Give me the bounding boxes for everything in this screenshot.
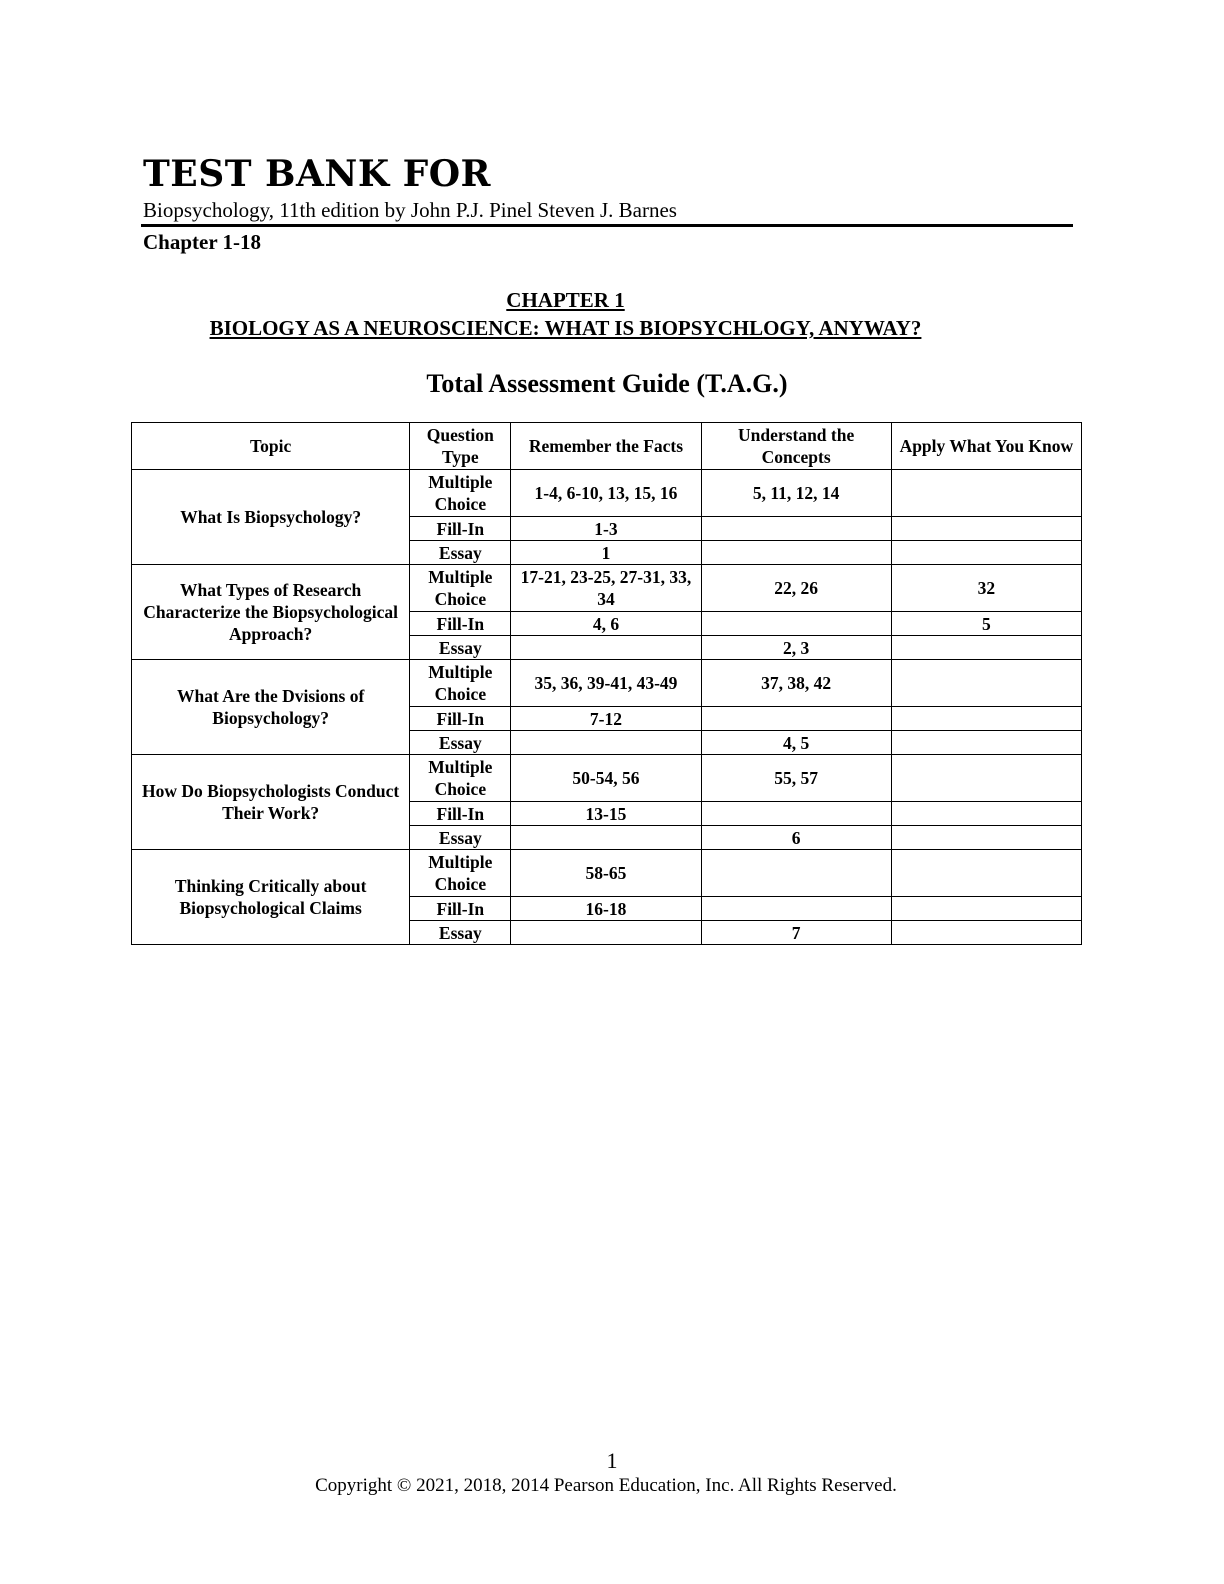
remember-cell: 7-12 — [511, 707, 701, 731]
remember-cell — [511, 921, 701, 945]
apply-cell — [891, 755, 1081, 802]
understand-cell: 6 — [701, 826, 891, 850]
question-type-cell: Essay — [410, 541, 511, 565]
apply-cell — [891, 897, 1081, 921]
apply-cell — [891, 660, 1081, 707]
understand-cell — [701, 541, 891, 565]
question-type-cell: Multiple Choice — [410, 850, 511, 897]
table-row — [132, 565, 1082, 612]
remember-cell: 1 — [511, 541, 701, 565]
remember-cell — [511, 731, 701, 755]
understand-cell — [701, 517, 891, 541]
understand-cell: 5, 11, 12, 14 — [701, 470, 891, 517]
topic-cell: What Is Biopsychology? — [132, 470, 410, 565]
table-row — [132, 755, 1082, 802]
question-type-cell: Multiple Choice — [410, 660, 511, 707]
table-row — [132, 660, 1082, 707]
remember-cell: 35, 36, 39-41, 43-49 — [511, 660, 701, 707]
remember-cell: 58-65 — [511, 850, 701, 897]
apply-cell — [891, 636, 1081, 660]
understand-cell — [701, 802, 891, 826]
understand-cell: 4, 5 — [701, 731, 891, 755]
book-subtitle: Biopsychology, 11th edition by John P.J. Pinel Steven J. Barnes — [143, 198, 677, 222]
understand-cell — [701, 612, 891, 636]
understand-cell: 22, 26 — [701, 565, 891, 612]
tag-title: Total Assessment Guide (T.A.G.) — [426, 369, 788, 398]
test-bank-title: TEST BANK FOR — [143, 153, 491, 195]
apply-cell — [891, 850, 1081, 897]
header-understand: Understand the Concepts — [701, 423, 891, 470]
question-type-cell: Multiple Choice — [410, 755, 511, 802]
understand-cell: 7 — [701, 921, 891, 945]
copyright-notice: Copyright © 2021, 2018, 2014 Pearson Education, Inc. All Rights Reserved. — [315, 1475, 897, 1496]
question-type-cell: Essay — [410, 636, 511, 660]
question-type-cell: Essay — [410, 731, 511, 755]
remember-cell: 13-15 — [511, 802, 701, 826]
remember-cell: 16-18 — [511, 897, 701, 921]
question-type-cell: Multiple Choice — [410, 565, 511, 612]
question-type-cell: Essay — [410, 921, 511, 945]
apply-cell — [891, 921, 1081, 945]
apply-cell — [891, 517, 1081, 541]
apply-cell: 32 — [891, 565, 1081, 612]
question-type-cell: Fill-In — [410, 612, 511, 636]
table-row — [132, 470, 1082, 517]
topic-cell: Thinking Critically about Biopsychological Claims — [132, 850, 410, 945]
understand-cell: 37, 38, 42 — [701, 660, 891, 707]
remember-cell: 1-3 — [511, 517, 701, 541]
remember-cell: 1-4, 6-10, 13, 15, 16 — [511, 470, 701, 517]
question-type-cell: Multiple Choice — [410, 470, 511, 517]
header-apply: Apply What You Know — [891, 423, 1081, 470]
header-topic: Topic — [132, 423, 410, 470]
question-type-cell: Essay — [410, 826, 511, 850]
header-remember: Remember the Facts — [511, 423, 701, 470]
apply-cell — [891, 541, 1081, 565]
chapter-range: Chapter 1-18 — [143, 230, 262, 254]
remember-cell — [511, 826, 701, 850]
apply-cell — [891, 802, 1081, 826]
apply-cell — [891, 707, 1081, 731]
remember-cell: 50-54, 56 — [511, 755, 701, 802]
remember-cell: 17-21, 23-25, 27-31, 33, 34 — [511, 565, 701, 612]
understand-cell: 55, 57 — [701, 755, 891, 802]
table-header-row — [132, 423, 1082, 470]
question-type-cell: Fill-In — [410, 707, 511, 731]
header-question-type: Question Type — [410, 423, 511, 470]
table-row — [132, 850, 1082, 897]
topic-cell: How Do Biopsychologists Conduct Their Work? — [132, 755, 410, 850]
page-number: 1 — [606, 1448, 618, 1473]
remember-cell: 4, 6 — [511, 612, 701, 636]
chapter-subheading: BIOLOGY AS A NEUROSCIENCE: WHAT IS BIOPSYCHLOGY, ANYWAY? — [209, 316, 922, 340]
understand-cell — [701, 707, 891, 731]
apply-cell: 5 — [891, 612, 1081, 636]
question-type-cell: Fill-In — [410, 517, 511, 541]
understand-cell — [701, 897, 891, 921]
header-divider — [141, 224, 1073, 227]
assessment-guide-table — [131, 422, 1082, 945]
apply-cell — [891, 470, 1081, 517]
table-body — [132, 470, 1082, 945]
apply-cell — [891, 731, 1081, 755]
understand-cell — [701, 850, 891, 897]
remember-cell — [511, 636, 701, 660]
understand-cell: 2, 3 — [701, 636, 891, 660]
question-type-cell: Fill-In — [410, 802, 511, 826]
question-type-cell: Fill-In — [410, 897, 511, 921]
apply-cell — [891, 826, 1081, 850]
chapter-heading: CHAPTER 1 — [506, 288, 625, 312]
topic-cell: What Types of Research Characterize the Biopsychological Approach? — [132, 565, 410, 660]
topic-cell: What Are the Dvisions of Biopsychology? — [132, 660, 410, 755]
